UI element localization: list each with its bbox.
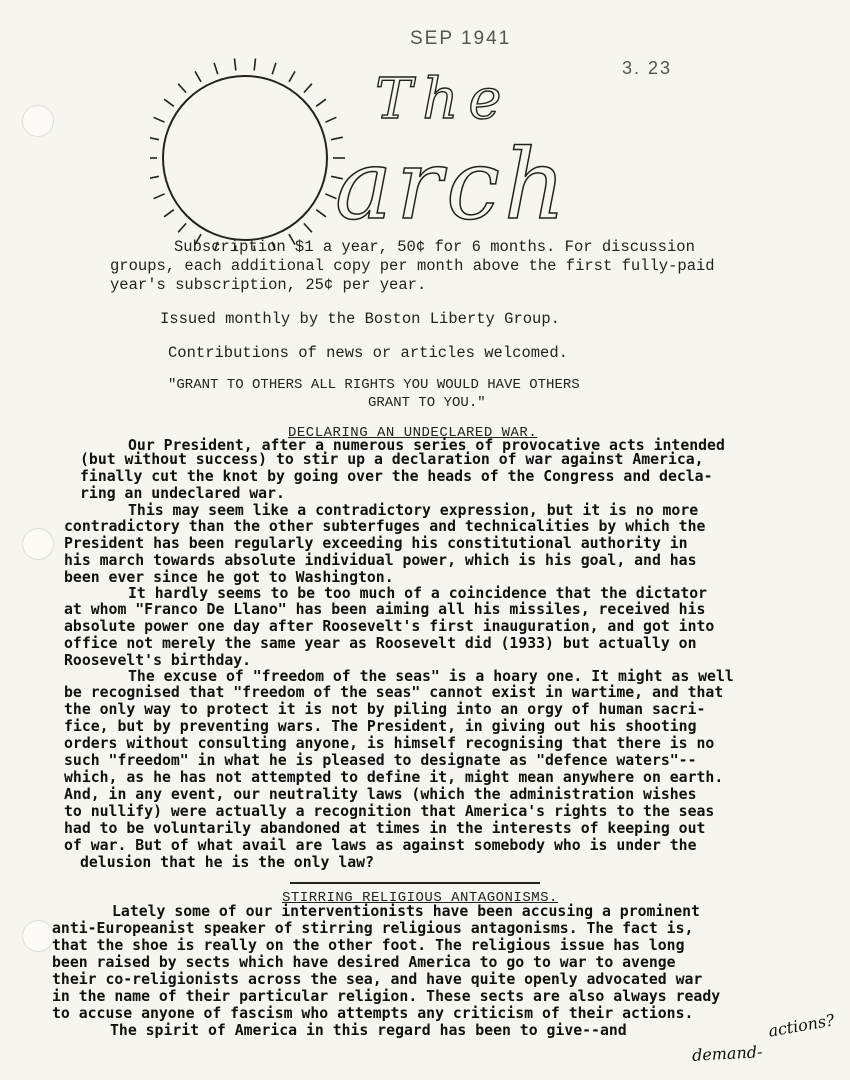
article-line: which, as he has not attempted to define it, might mean anywhere on earth.	[64, 769, 724, 786]
sun-ray	[316, 99, 326, 106]
handwritten-note: demand-	[691, 1042, 763, 1065]
sun-ray	[214, 63, 218, 74]
sun-ray	[304, 84, 312, 93]
article-line: anti-Europeanist speaker of stirring religious antagonisms. The fact is,	[52, 920, 694, 937]
sun-ray	[195, 71, 201, 81]
issued-line: Issued monthly by the Boston Liberty Group.	[160, 310, 560, 328]
article-line: in the name of their particular religion. These sects are also always ready	[52, 988, 721, 1005]
section-divider	[290, 882, 540, 884]
article-line: President has been regularly exceeding his constitutional authority in	[64, 535, 688, 552]
article-line: absolute power one day after Roosevelt's first inauguration, and got into	[64, 618, 715, 635]
article-line: been raised by sects which have desired America to go to war to avenge	[52, 954, 676, 971]
punch-hole	[22, 528, 54, 560]
article-line: orders without consulting anyone, is himself recognising that there is no	[64, 735, 715, 752]
sun-ray	[150, 137, 159, 140]
article-line: that the shoe is really on the other foot. The religious issue has long	[52, 937, 685, 954]
article-line: the only way to protect it is not by piling into an orgy of human sacri-	[64, 701, 706, 718]
article-line: office not merely the same year as Roosevelt did (1933) but actually on	[64, 635, 697, 652]
sun-ray	[235, 59, 236, 71]
article-line: (but without success) to stir up a declaration of war against America,	[80, 451, 704, 468]
subscription-line-2: groups, each additional copy per month above the first fully-paid	[110, 257, 715, 275]
sun-ray	[178, 84, 186, 93]
article-heading: STIRRING RELIGIOUS ANTAGONISMS.	[282, 890, 558, 906]
article-line: Our President, after a numerous series of provocative acts intended	[128, 437, 725, 454]
article-line: Lately some of our interventionists have been accusing a prominent	[112, 903, 700, 920]
sun-ray	[154, 194, 165, 199]
punch-hole	[22, 105, 54, 137]
article-line: to nullify) were actually a recognition that America's rights to the seas	[64, 803, 715, 820]
article-line: been ever since he got to Washington.	[64, 569, 394, 586]
article-heading: DECLARING AN UNDECLARED WAR.	[288, 425, 538, 441]
article-line: to accuse anyone of fascism who attempts any criticism of their actions.	[52, 1005, 694, 1022]
motto-line-2: GRANT TO YOU."	[368, 395, 486, 411]
article-line: of war. But of what avail are laws as against somebody who is under the	[64, 837, 697, 854]
article-line: his march towards absolute individual power, which is his goal, and has	[64, 552, 697, 569]
sun-ray	[272, 63, 276, 74]
sun-logo-icon	[150, 40, 630, 250]
issue-number: 3. 23	[622, 58, 673, 78]
subscription-line-3: year's subscription, 25¢ per year.	[110, 276, 427, 294]
masthead-logo	[150, 40, 630, 250]
sun-ray	[325, 117, 336, 122]
masthead-the: The	[375, 67, 512, 132]
motto-line-1: "GRANT TO OTHERS ALL RIGHTS YOU WOULD HAVE OTHERS	[168, 377, 580, 393]
sun-ray	[316, 210, 326, 217]
sun-ray	[164, 210, 174, 217]
article-line: such "freedom" in what he is pleased to designate as "defence waters"--	[64, 752, 697, 769]
sun-ray	[289, 71, 295, 81]
contributions-line: Contributions of news or articles welcomed.	[168, 344, 568, 362]
article-line: delusion that he is the only law?	[80, 854, 374, 871]
article-line: fice, but by preventing wars. The President, in giving out his shooting	[64, 718, 697, 735]
handwritten-margin-note: actions?	[766, 1010, 836, 1041]
sun-ray	[254, 59, 255, 71]
article-line: Roosevelt's birthday.	[64, 652, 252, 669]
article-line: And, in any event, our neutrality laws (which the administration wishes	[64, 786, 697, 803]
article-line: finally cut the knot by going over the heads of the Congress and decla-	[80, 468, 713, 485]
sun-ray	[178, 223, 186, 232]
article-line: at whom "Franco De Llano" has been aiming all his missiles, received his	[64, 601, 706, 618]
article-line: contradictory than the other subterfuges and technicalities by which the	[64, 518, 706, 535]
article-line: This may seem like a contradictory expression, but it is no more	[128, 502, 699, 519]
date-stamp: SEP 1941	[410, 28, 512, 49]
subscription-line-1: Subscription $1 a year, 50¢ for 6 months. For discussion	[174, 238, 695, 256]
punch-hole	[22, 920, 54, 952]
article-line: ring an undeclared war.	[80, 485, 285, 502]
article-line: had to be voluntarily abandoned at times in the interests of keeping out	[64, 820, 706, 837]
article-line: be recognised that "freedom of the seas" cannot exist in wartime, and that	[64, 684, 724, 701]
masthead-arch: arch	[335, 129, 570, 241]
article-line: The spirit of America in this regard has been to give--and	[110, 1022, 627, 1039]
sun-ray	[154, 117, 165, 122]
sun-ray	[150, 176, 159, 179]
sun-ray	[164, 99, 174, 106]
article-line: It hardly seems to be too much of a coincidence that the dictator	[128, 585, 708, 602]
sun-ray	[304, 223, 312, 232]
article-line: their co-religionists across the sea, and have quite openly advocated war	[52, 971, 703, 988]
article-line: The excuse of "freedom of the seas" is a hoary one. It might as well	[128, 668, 734, 685]
